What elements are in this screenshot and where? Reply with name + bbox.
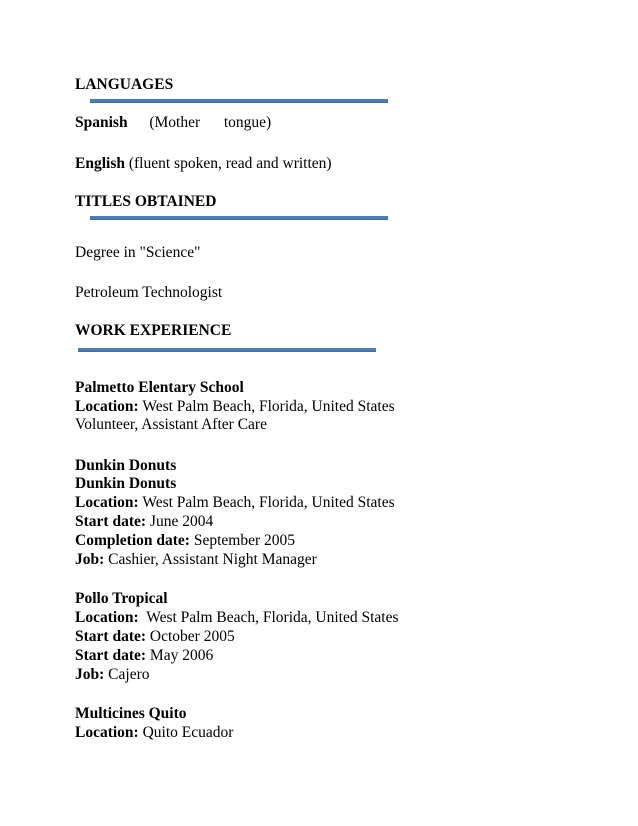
job-line (75, 513, 213, 531)
job-line-value: West Palm Beach, Florida, United States (138, 398, 395, 415)
english-line (75, 155, 332, 173)
spanish-line (75, 114, 271, 132)
job-line-value: Quito Ecuador (138, 724, 234, 741)
job-line (75, 398, 395, 416)
spanish-note-2: tongue) (223, 114, 272, 131)
job-line (75, 551, 317, 569)
job-line-value: June 2004 (146, 513, 214, 530)
job-line-label: Palmetto Elentary School (75, 379, 244, 396)
job-line-label: Multicines Quito (75, 705, 187, 722)
job-line-label: Location: (75, 494, 139, 511)
job-line (75, 475, 176, 493)
title-item: Petroleum Technologist (75, 284, 223, 301)
job-line (75, 609, 399, 627)
job-line-label: Dunkin Donuts (75, 457, 177, 474)
job-line-label: Location: (75, 398, 139, 415)
english-name: English (75, 155, 125, 172)
job-line-label: Location: (75, 609, 139, 626)
job-line-label: Job: (75, 666, 105, 683)
job-line-value: West Palm Beach, Florida, United States (138, 494, 395, 511)
job-line (75, 494, 395, 512)
job-line-label: Dunkin Donuts (75, 475, 177, 492)
job-line (75, 666, 150, 684)
job-line-label: Completion date: (75, 532, 190, 549)
job-line (75, 416, 267, 434)
english-note: (fluent spoken, read and written) (128, 155, 332, 172)
title-item: Degree in "Science" (75, 244, 201, 261)
job-line-label: Start date: (75, 647, 147, 664)
spanish-note-1: (Mother (149, 114, 201, 131)
job-line (75, 724, 233, 742)
job-line (75, 457, 176, 475)
spanish-name: Spanish (75, 114, 128, 131)
job-line (75, 532, 295, 550)
job-line (75, 647, 213, 665)
job-line (75, 590, 168, 608)
job-line-value: Cashier, Assistant Night Manager (104, 551, 317, 568)
work-heading: WORK EXPERIENCE (75, 322, 232, 339)
job-line-value: Cajero (104, 666, 150, 683)
job-line-value: October 2005 (146, 628, 235, 645)
languages-rule (90, 99, 388, 103)
titles-heading: TITLES OBTAINED (75, 193, 217, 210)
titles-rule (90, 216, 388, 220)
job-line (75, 705, 187, 723)
job-line-label: Start date: (75, 513, 147, 530)
job-line-value: September 2005 (189, 532, 295, 549)
job-line-value: Volunteer, Assistant After Care (75, 416, 267, 433)
job-line-label: Location: (75, 724, 139, 741)
job-line-label: Pollo Tropical (75, 590, 168, 607)
languages-heading: LANGUAGES (75, 76, 174, 93)
job-line-label: Start date: (75, 628, 147, 645)
work-rule (78, 348, 376, 352)
job-line-value: May 2006 (146, 647, 214, 664)
job-line-value: West Palm Beach, Florida, United States (138, 609, 399, 626)
job-line (75, 379, 244, 397)
job-line-label: Job: (75, 551, 105, 568)
job-line (75, 628, 235, 646)
